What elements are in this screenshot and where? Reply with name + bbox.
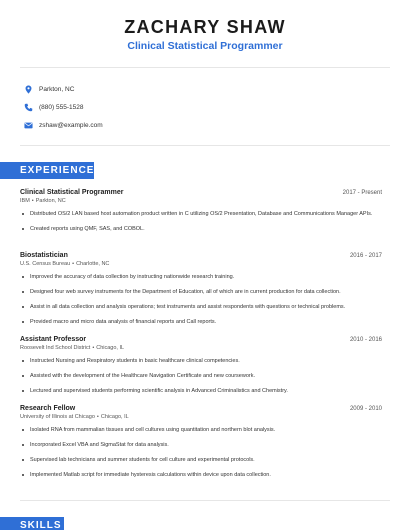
envelope-icon	[24, 121, 33, 130]
list-item: Assisted with the development of the Healthcare Navigation Certificate and new coursework.	[20, 372, 382, 380]
job-entry	[20, 405, 382, 479]
divider	[20, 145, 390, 146]
job-position: Research Fellow	[20, 405, 76, 412]
job-company: U.S. Census Bureau	[20, 261, 71, 267]
job-bullets	[20, 273, 382, 326]
job-employer: IBM • Parkton, NC	[20, 198, 66, 204]
list-item: Designed four web survey instruments for the Department of Education, all of which are in current production for data collection.	[20, 288, 382, 296]
contact-location-text: Parkton, NC	[39, 85, 75, 93]
divider	[20, 67, 390, 68]
list-item: Incorporated Excel VBA and SigmaStat for data analysis.	[20, 441, 382, 449]
job-dates: 2010 - 2016	[349, 337, 382, 343]
section-experience-heading: EXPERIENCE	[0, 162, 94, 179]
list-item: Created reports using QMF, SAS, and COBOL.	[20, 225, 382, 233]
list-item: Implemented Matlab script for immediate hysteresis calculations within device upon data collection.	[20, 471, 382, 479]
job-title-heading: Clinical Statistical Programmer	[127, 40, 283, 52]
location-pin-icon	[24, 85, 33, 94]
list-item: Provided macro and micro data analysis of financial reports and Call reports.	[20, 318, 382, 326]
job-bullets	[20, 357, 382, 395]
job-location: Charlotte, NC	[76, 261, 110, 267]
job-location: Chicago, IL	[96, 345, 125, 351]
job-company: University of Illinois at Chicago	[20, 414, 95, 420]
contact-email	[24, 119, 103, 131]
job-bullets	[20, 426, 382, 479]
phone-icon	[24, 103, 33, 112]
section-skills-heading: SKILLS	[0, 517, 64, 530]
job-bullets	[20, 210, 382, 233]
job-entry	[20, 189, 382, 233]
contact-phone	[24, 101, 83, 113]
job-location: Chicago, IL	[100, 414, 129, 420]
contact-location	[24, 83, 74, 95]
contact-email-text: zshaw@example.com	[39, 121, 103, 129]
list-item: Distributed OS/2 LAN based host automation product written in C utilizing OS/2 Presentation, Database and Communications Manager APIs.	[20, 210, 382, 218]
list-item: Improved the accuracy of data collection by instructing nationwide research training.	[20, 273, 382, 281]
list-item: Supervised lab technicians and summer students for cell culture and experimental protocols.	[20, 456, 382, 464]
job-position: Assistant Professor	[20, 336, 87, 343]
job-entry	[20, 336, 382, 395]
contact-phone-text: (880) 555-1528	[39, 103, 84, 111]
job-dates: 2017 - Present	[342, 190, 382, 196]
list-item: Isolated RNA from mammalian tissues and cell cultures using quantitation and northern blot analysis.	[20, 426, 382, 434]
job-company: Roosevelt Ind School District	[20, 345, 91, 351]
job-entry	[20, 252, 382, 326]
job-employer: U.S. Census Bureau • Charlotte, NC	[20, 261, 110, 267]
job-employer: University of Illinois at Chicago • Chicago, IL	[20, 414, 129, 420]
list-item: Assist in all data collection and analysis operations; test instruments and assist respondents with questions or technical problems.	[20, 303, 382, 311]
job-company: IBM	[20, 198, 30, 204]
job-position: Biostatistician	[20, 252, 68, 259]
job-employer: Roosevelt Ind School District • Chicago, IL	[20, 345, 125, 351]
job-position: Clinical Statistical Programmer	[20, 189, 124, 196]
job-location: Parkton, NC	[35, 198, 66, 204]
list-item: Instructed Nursing and Respiratory students in basic healthcare clinical competencies.	[20, 357, 382, 365]
candidate-name: ZACHARY SHAW	[124, 17, 286, 37]
job-dates: 2009 - 2010	[349, 406, 382, 412]
divider	[20, 500, 390, 501]
job-dates: 2016 - 2017	[349, 253, 382, 259]
list-item: Lectured and supervised students performing scientific analysis in Advanced Criminalistics and Chemistry.	[20, 387, 382, 395]
